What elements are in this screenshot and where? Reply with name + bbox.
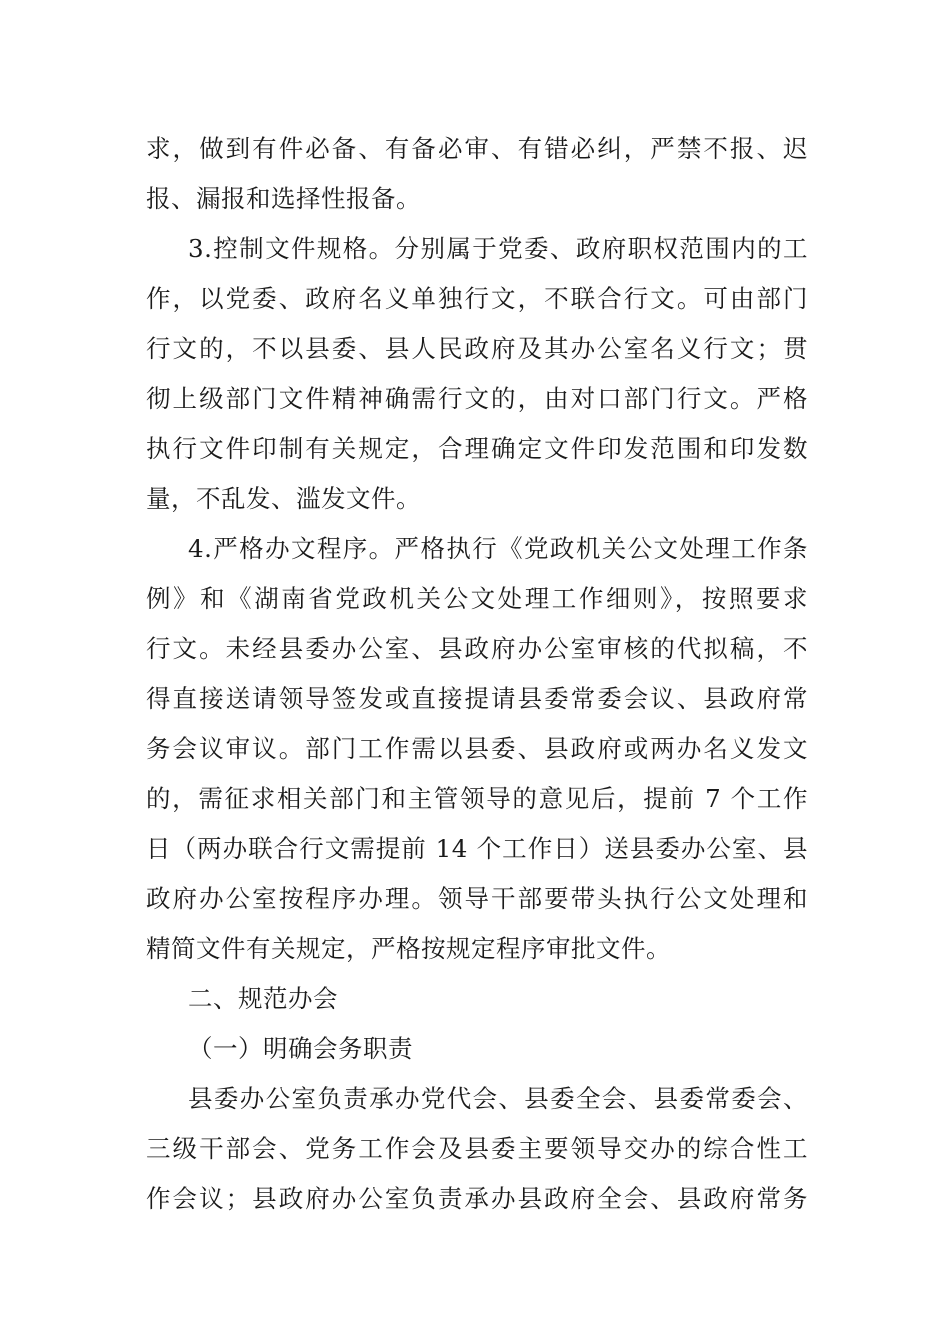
text-line: 行文。未经县委办公室、县政府办公室审核的代拟稿，不 bbox=[146, 634, 808, 663]
text-line: 日（两办联合行文需提前 14 个工作日）送县委办公室、县 bbox=[146, 834, 808, 863]
text-line: 精简文件有关规定，严格按规定程序审批文件。 bbox=[146, 934, 671, 963]
text-line: 的，需征求相关部门和主管领导的意见后，提前 7 个工作 bbox=[146, 784, 808, 813]
text-line: 行文的，不以县委、县人民政府及其办公室名义行文；贯 bbox=[146, 334, 808, 363]
text-line: 作会议；县政府办公室负责承办县政府全会、县政府常务 bbox=[146, 1184, 808, 1213]
text-line: 得直接送请领导签发或直接提请县委常委会议、县政府常 bbox=[146, 684, 808, 713]
text-line: 二、规范办会 bbox=[188, 984, 338, 1013]
text-line: 求，做到有件必备、有备必审、有错必纠，严禁不报、迟 bbox=[146, 134, 808, 163]
text-line: 彻上级部门文件精神确需行文的，由对口部门行文。严格 bbox=[146, 384, 808, 413]
text-line: 执行文件印制有关规定，合理确定文件印发范围和印发数 bbox=[146, 434, 808, 463]
text-line: 三级干部会、党务工作会及县委主要领导交办的综合性工 bbox=[146, 1134, 808, 1163]
text-line: 报、漏报和选择性报备。 bbox=[146, 184, 421, 213]
text-line: 3.控制文件规格。分别属于党委、政府职权范围内的工 bbox=[188, 234, 808, 263]
text-line: 县委办公室负责承办党代会、县委全会、县委常委会、 bbox=[188, 1084, 808, 1113]
text-line: 务会议审议。部门工作需以县委、县政府或两办名义发文 bbox=[146, 734, 808, 763]
text-line: （一）明确会务职责 bbox=[188, 1034, 413, 1063]
text-line: 例》和《湖南省党政机关公文处理工作细则》，按照要求 bbox=[146, 584, 808, 613]
text-line: 量，不乱发、滥发文件。 bbox=[146, 484, 421, 513]
text-line: 作，以党委、政府名义单独行文，不联合行文。可由部门 bbox=[146, 284, 808, 313]
text-line: 4.严格办文程序。严格执行《党政机关公文处理工作条 bbox=[188, 534, 808, 563]
text-line: 政府办公室按程序办理。领导干部要带头执行公文处理和 bbox=[146, 884, 808, 913]
